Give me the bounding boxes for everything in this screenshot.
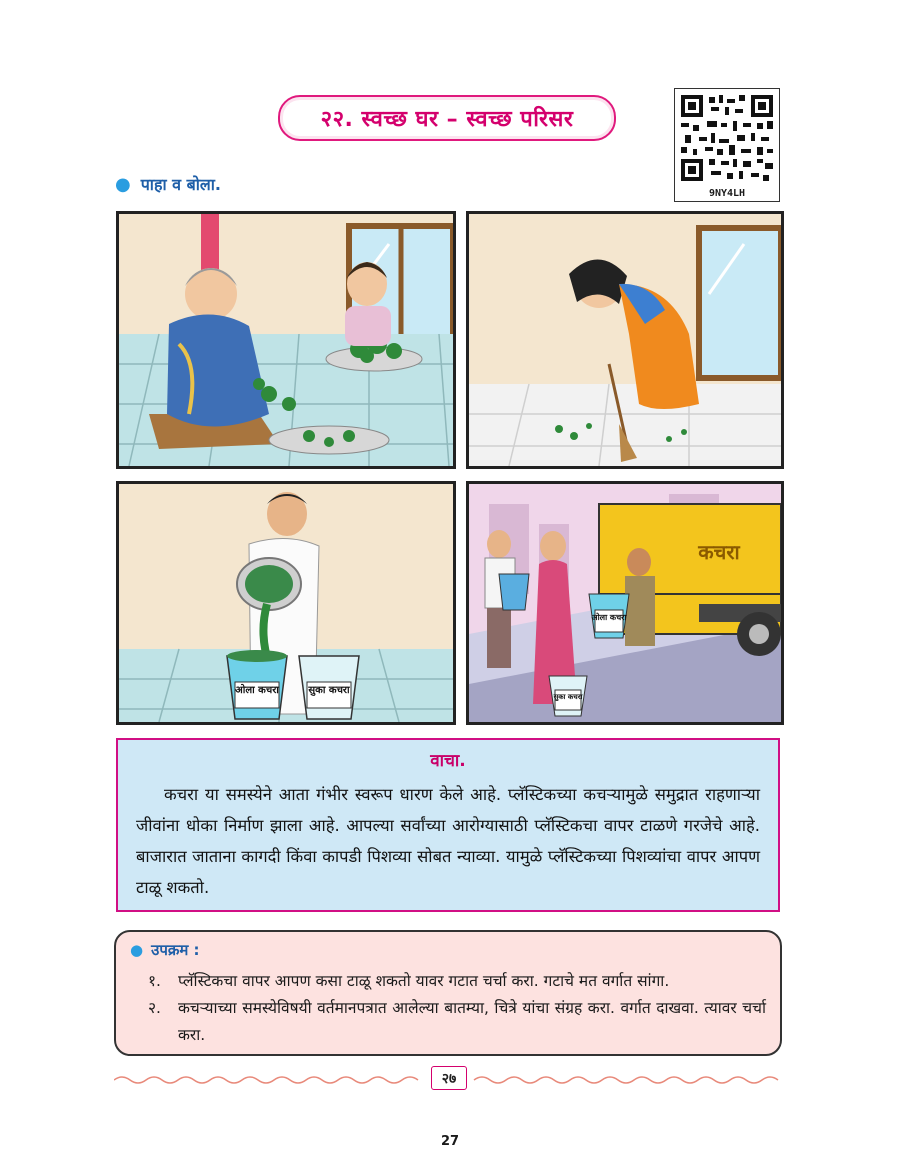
chapter-title-box — [278, 95, 616, 141]
illustration-panel-sorting-vegetables — [116, 211, 456, 469]
read-section-title: वाचा. — [430, 751, 466, 771]
qr-code-icon — [681, 95, 773, 181]
truck-label: कचरा — [698, 540, 740, 564]
activity-heading — [130, 940, 766, 960]
read-section — [116, 738, 780, 912]
panel3-wet-bin-label: ओला कचरा — [235, 685, 279, 696]
activity-item — [148, 995, 766, 1049]
activity-item-text: प्लॅस्टिकचा वापर आपण कसा टाळू शकतो यावर गटात चर्चा करा. गटाचे मत वर्गात सांगा. — [178, 972, 670, 990]
chapter-title: २२. स्वच्छ घर – स्वच्छ परिसर — [320, 107, 574, 132]
panel4-wet-bin-label: ओला कचरा — [591, 613, 627, 622]
activity-section — [114, 930, 782, 1056]
activity-item — [148, 968, 766, 995]
panel4-dry-bin-label: सुका कचरा — [553, 693, 583, 701]
activity-title: उपक्रम : — [151, 941, 200, 959]
qr-code[interactable] — [674, 88, 780, 202]
page-number: 27 — [440, 1134, 460, 1149]
bullet-icon: ● — [130, 941, 144, 959]
qr-code-label: 9NY4LH — [708, 188, 746, 199]
panel3-dry-bin-label: सुका कचरा — [308, 685, 350, 696]
read-section-body: कचरा या समस्येने आता गंभीर स्वरूप धारण केले आहे. प्लॅस्टिकच्या कचऱ्यामुळे समुद्रात राहणाऱ्या जीवांना धोका निर्माण झाला आहे. आपल्या सर्वांच्या आरोग्यासाठी प्लॅस्टिकचा वापर टाळणे गरजेचे आहे. बाजारात जाताना कागदी किंवा कापडी पिशव्या सोबत न्याव्या. यामुळे प्लॅस्टिकच्या पिशव्यांचा वापर आपण टाळू शकतो. — [136, 785, 760, 897]
instruction-heading — [115, 173, 221, 195]
bullet-icon: ● — [115, 174, 131, 195]
activity-item-number: १. — [148, 972, 161, 990]
illustration-panel-sweeping — [466, 211, 784, 469]
illustration-panel-garbage-truck — [466, 481, 784, 725]
activity-item-number: २. — [148, 999, 161, 1017]
illustration-panel-waste-bins — [116, 481, 456, 725]
activity-item-text: कचऱ्याच्या समस्येविषयी वर्तमानपत्रात आलेल्या बातम्या, चित्रे यांचा संग्रह करा. वर्गात दाखवा. त्यावर चर्चा करा. — [178, 999, 766, 1044]
page-number-marathi: २७ — [431, 1066, 467, 1090]
instruction-text: पाहा व बोला. — [140, 175, 221, 194]
